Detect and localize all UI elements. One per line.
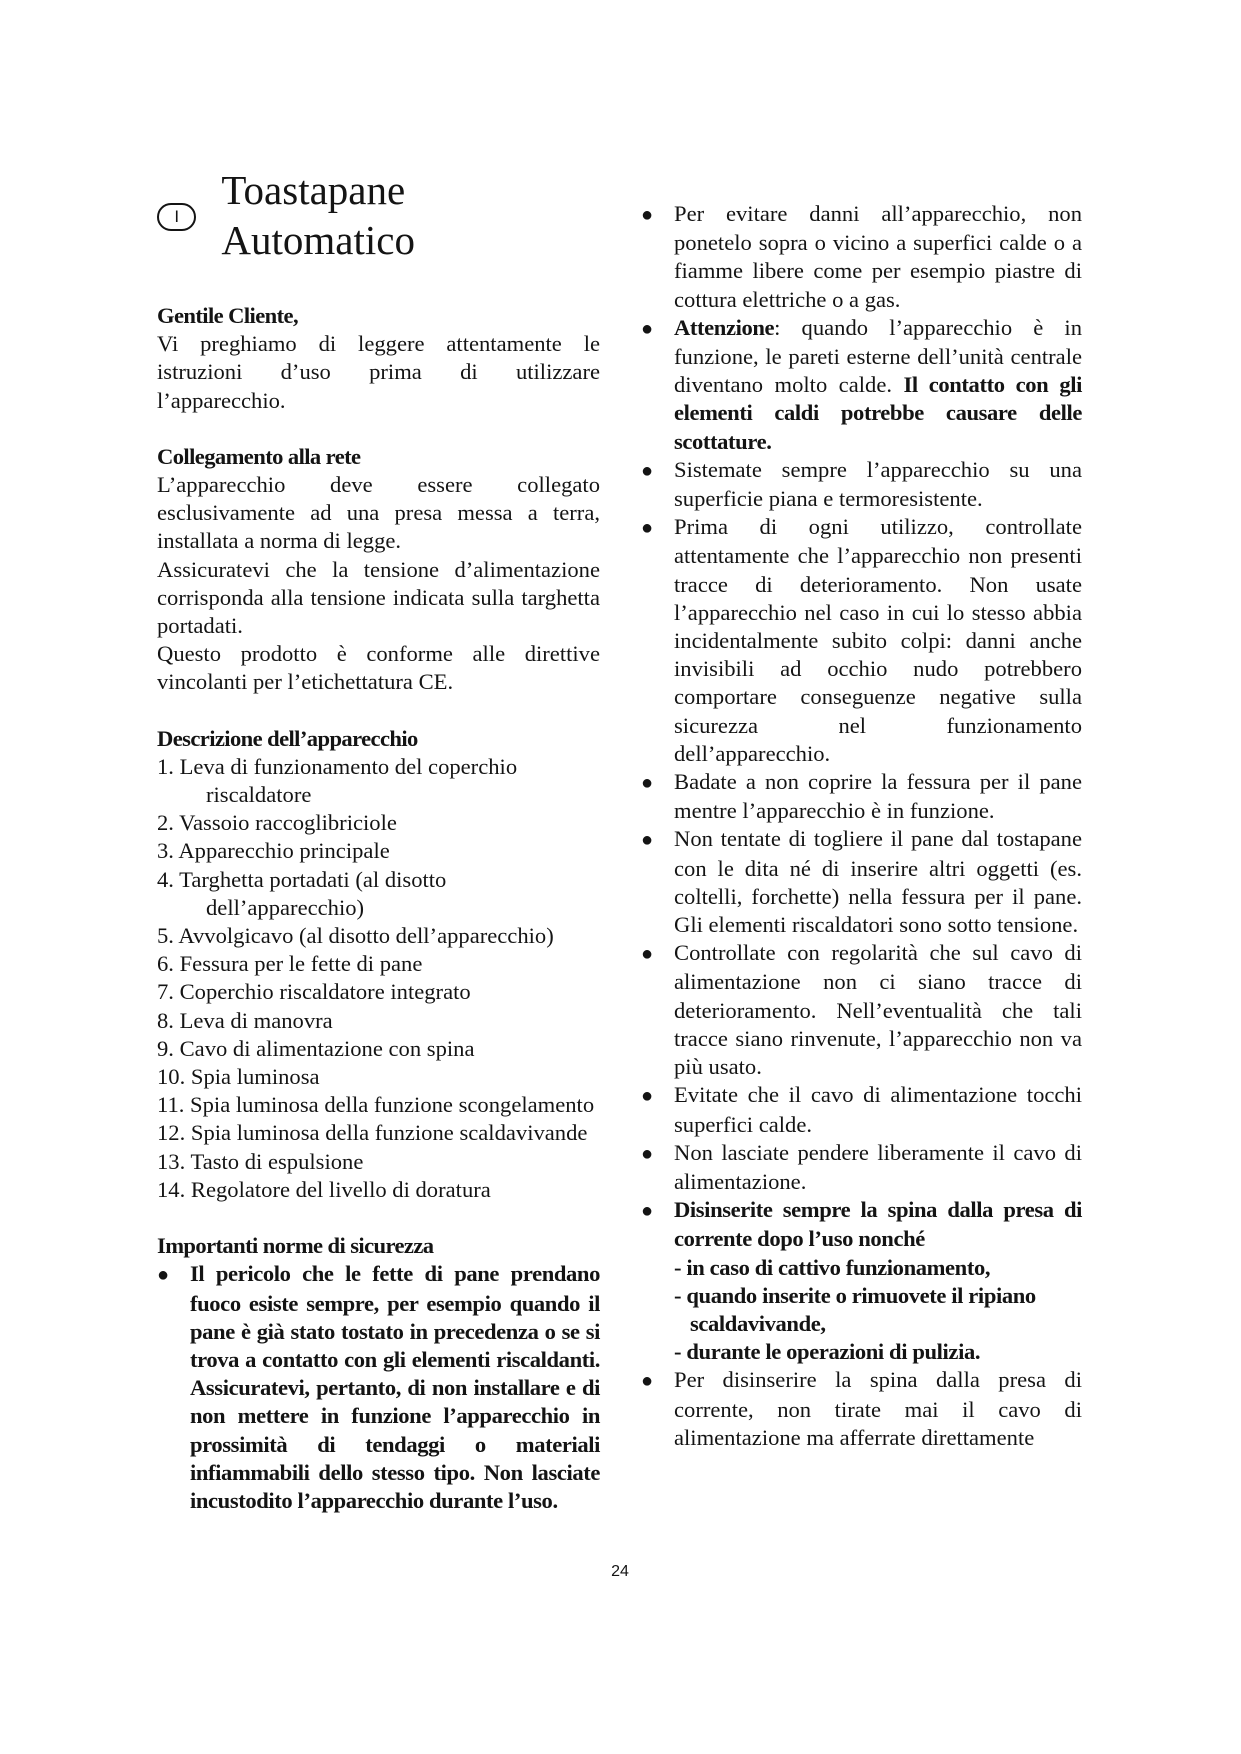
list-item: 1. Leva di funzionamento del coperchio riscaldatore	[157, 753, 518, 808]
page-number: 24	[611, 1563, 629, 1580]
page-title: Toastapane Automatico	[221, 167, 415, 263]
unplug-sublist	[641, 1254, 1082, 1367]
safety-item-text: Il pericolo che le fette di pane prendano fuoco esiste sempre, per esempio quando il pane è già stato tostato in precedenza o se si trova a contatto con gli elementi riscaldanti. Assicuratevi, pertanto, di non installare e di non mettere in funzione l’apparecchio in prossimità di tendaggi o materiali infiammabili dello stesso tipo. Non lasciate incustodito l’apparecchio durante l’uso.	[190, 1261, 600, 1513]
safety-item-text: Controllate con regolarità che sul cavo di alimentazione non ci siano tracce di deterioramento. Nell’eventualità che tali tracce siano rinvenute, l’apparecchio non va più usato.	[674, 940, 1082, 1080]
safety-item-text: Per evitare danni all’apparecchio, non ponetelo sopra o vicino a superfici calde o a fiamme libere come per esempio piastre di cottura elettriche o a gas.	[674, 201, 1082, 312]
attention-warning: Il contatto con gli elementi caldi potrebbe causare delle scottature.	[674, 372, 1083, 454]
list-item: 10. Spia luminosa	[157, 1064, 320, 1090]
list-item: 3. Apparecchio principale	[157, 838, 390, 864]
safety-item-attention	[641, 314, 1082, 456]
safety-item-text: Per disinserire la spina dalla presa di corrente, non tirate mai il cavo di alimentazione ma afferrate direttamente	[674, 1367, 1082, 1450]
right-column	[641, 200, 1082, 1452]
list-item: 6. Fessura per le fette di pane	[157, 951, 423, 977]
list-item: 9. Cavo di alimentazione con spina	[157, 1035, 475, 1061]
safety-item-cable-hot	[641, 1081, 1082, 1138]
safety-item-text: : quando l’apparecchio è in funzione, le pareti esterne dell’unità centrale diventano molto calde.	[674, 314, 1082, 398]
description-section	[157, 725, 600, 1204]
list-item: 8. Leva di manovra	[157, 1007, 333, 1033]
safety-item-unplug	[641, 1196, 1082, 1253]
safety-item-fire	[157, 1260, 600, 1515]
list-item: 11. Spia luminosa della funzione scongelamento	[157, 1092, 595, 1118]
list-item: 5. Avvolgicavo (al disotto dell’apparecchio)	[157, 923, 554, 949]
bullet-icon: ●	[641, 317, 654, 340]
safety-item-text: Sistemate sempre l’apparecchio su una superficie piana e termoresistente.	[674, 456, 1082, 512]
safety-heading: Importanti norme di sicurezza	[157, 1233, 434, 1259]
greeting-text: Vi preghiamo di leggere attentamente le istruzioni d’uso prima di utilizzare l’apparecchio.	[157, 331, 600, 413]
connection-paragraph: L’apparecchio deve essere collegato esclusivamente ad una presa messa a terra, installata a norma di legge.	[157, 472, 600, 554]
connection-paragraph: Questo prodotto è conforme alle direttive vincolanti per l’etichettatura CE.	[157, 641, 600, 695]
safety-item-cable-check	[641, 939, 1082, 1081]
list-item: 13. Tasto di espulsione	[157, 1148, 364, 1174]
safety-item-hot-surfaces	[641, 200, 1082, 314]
greeting-section	[157, 302, 600, 415]
connection-section	[157, 443, 600, 697]
connection-paragraph: Assicuratevi che la tensione d’alimentazione corrisponda alla tensione indicata sulla targhetta portadati.	[157, 556, 600, 639]
description-heading: Descrizione dell’apparecchio	[157, 725, 418, 751]
language-badge: I	[157, 203, 196, 231]
sub-item: - quando inserite o rimuovete il ripiano scaldavivande,	[674, 1282, 1036, 1336]
left-column	[157, 167, 600, 1515]
bullet-icon: ●	[641, 943, 654, 966]
parts-list	[157, 753, 600, 1204]
list-item: 4. Targhetta portadati (al disotto dell’apparecchio)	[157, 866, 447, 920]
safety-item-plug-removal	[641, 1366, 1082, 1452]
sub-item: - durante le operazioni di pulizia.	[674, 1339, 981, 1365]
greeting-heading: Gentile Cliente,	[157, 303, 298, 328]
safety-item-text: Badate a non coprire la fessura per il pane mentre l’apparecchio è in funzione.	[674, 769, 1082, 824]
safety-item-surface	[641, 456, 1082, 513]
bullet-icon: ●	[641, 829, 654, 852]
bullet-icon: ●	[641, 1200, 653, 1223]
list-item: 7. Coperchio riscaldatore integrato	[157, 979, 471, 1005]
list-item: 2. Vassoio raccoglibriciole	[157, 810, 397, 836]
safety-item-text: Evitate che il cavo di alimentazione tocchi superfici calde.	[674, 1082, 1082, 1137]
title-row	[157, 167, 600, 263]
bullet-icon: ●	[641, 772, 654, 795]
bullet-icon: ●	[641, 1085, 654, 1108]
safety-item-cable-hang	[641, 1139, 1082, 1196]
bullet-icon: ●	[157, 1264, 169, 1287]
safety-item-slot	[641, 768, 1082, 825]
safety-item-inspection	[641, 513, 1082, 768]
bullet-icon: ●	[641, 1370, 654, 1393]
safety-item-text: Non tentate di togliere il pane dal tostapane con le dita né di inserire altri oggetti (es. coltelli, forchette) nella fessura per il pane. Gli elementi riscaldatori sono sotto tensione.	[674, 826, 1082, 938]
list-item: 14. Regolatore del livello di doratura	[157, 1176, 491, 1202]
bullet-icon: ●	[641, 204, 654, 226]
sub-item: - in caso di cattivo funzionamento,	[674, 1254, 991, 1280]
connection-heading: Collegamento alla rete	[157, 443, 361, 469]
bullet-icon: ●	[641, 1142, 654, 1165]
safety-item-text: Non lasciate pendere liberamente il cavo di alimentazione.	[674, 1139, 1082, 1194]
safety-section	[157, 1232, 600, 1515]
safety-item-fingers	[641, 825, 1082, 939]
bullet-icon: ●	[641, 517, 654, 540]
bullet-icon: ●	[641, 459, 654, 482]
attention-label: Attenzione	[674, 314, 775, 340]
list-item: 12. Spia luminosa della funzione scaldavivande	[157, 1120, 588, 1146]
safety-item-text: Disinserite sempre la spina dalla presa di corrente dopo l’uso nonché	[674, 1197, 1082, 1252]
safety-item-text: Prima di ogni utilizzo, controllate attentamente che l’apparecchio non presenti tracce di deterioramento. Non usate l’apparecchio nel caso in cui lo stesso abbia incidentalmente subito colpi: danni anche invisibili ad occhio nudo potrebbero comportare conseguenze negative sulla sicurezza nel funzionamento dell’apparecchio.	[674, 514, 1082, 766]
